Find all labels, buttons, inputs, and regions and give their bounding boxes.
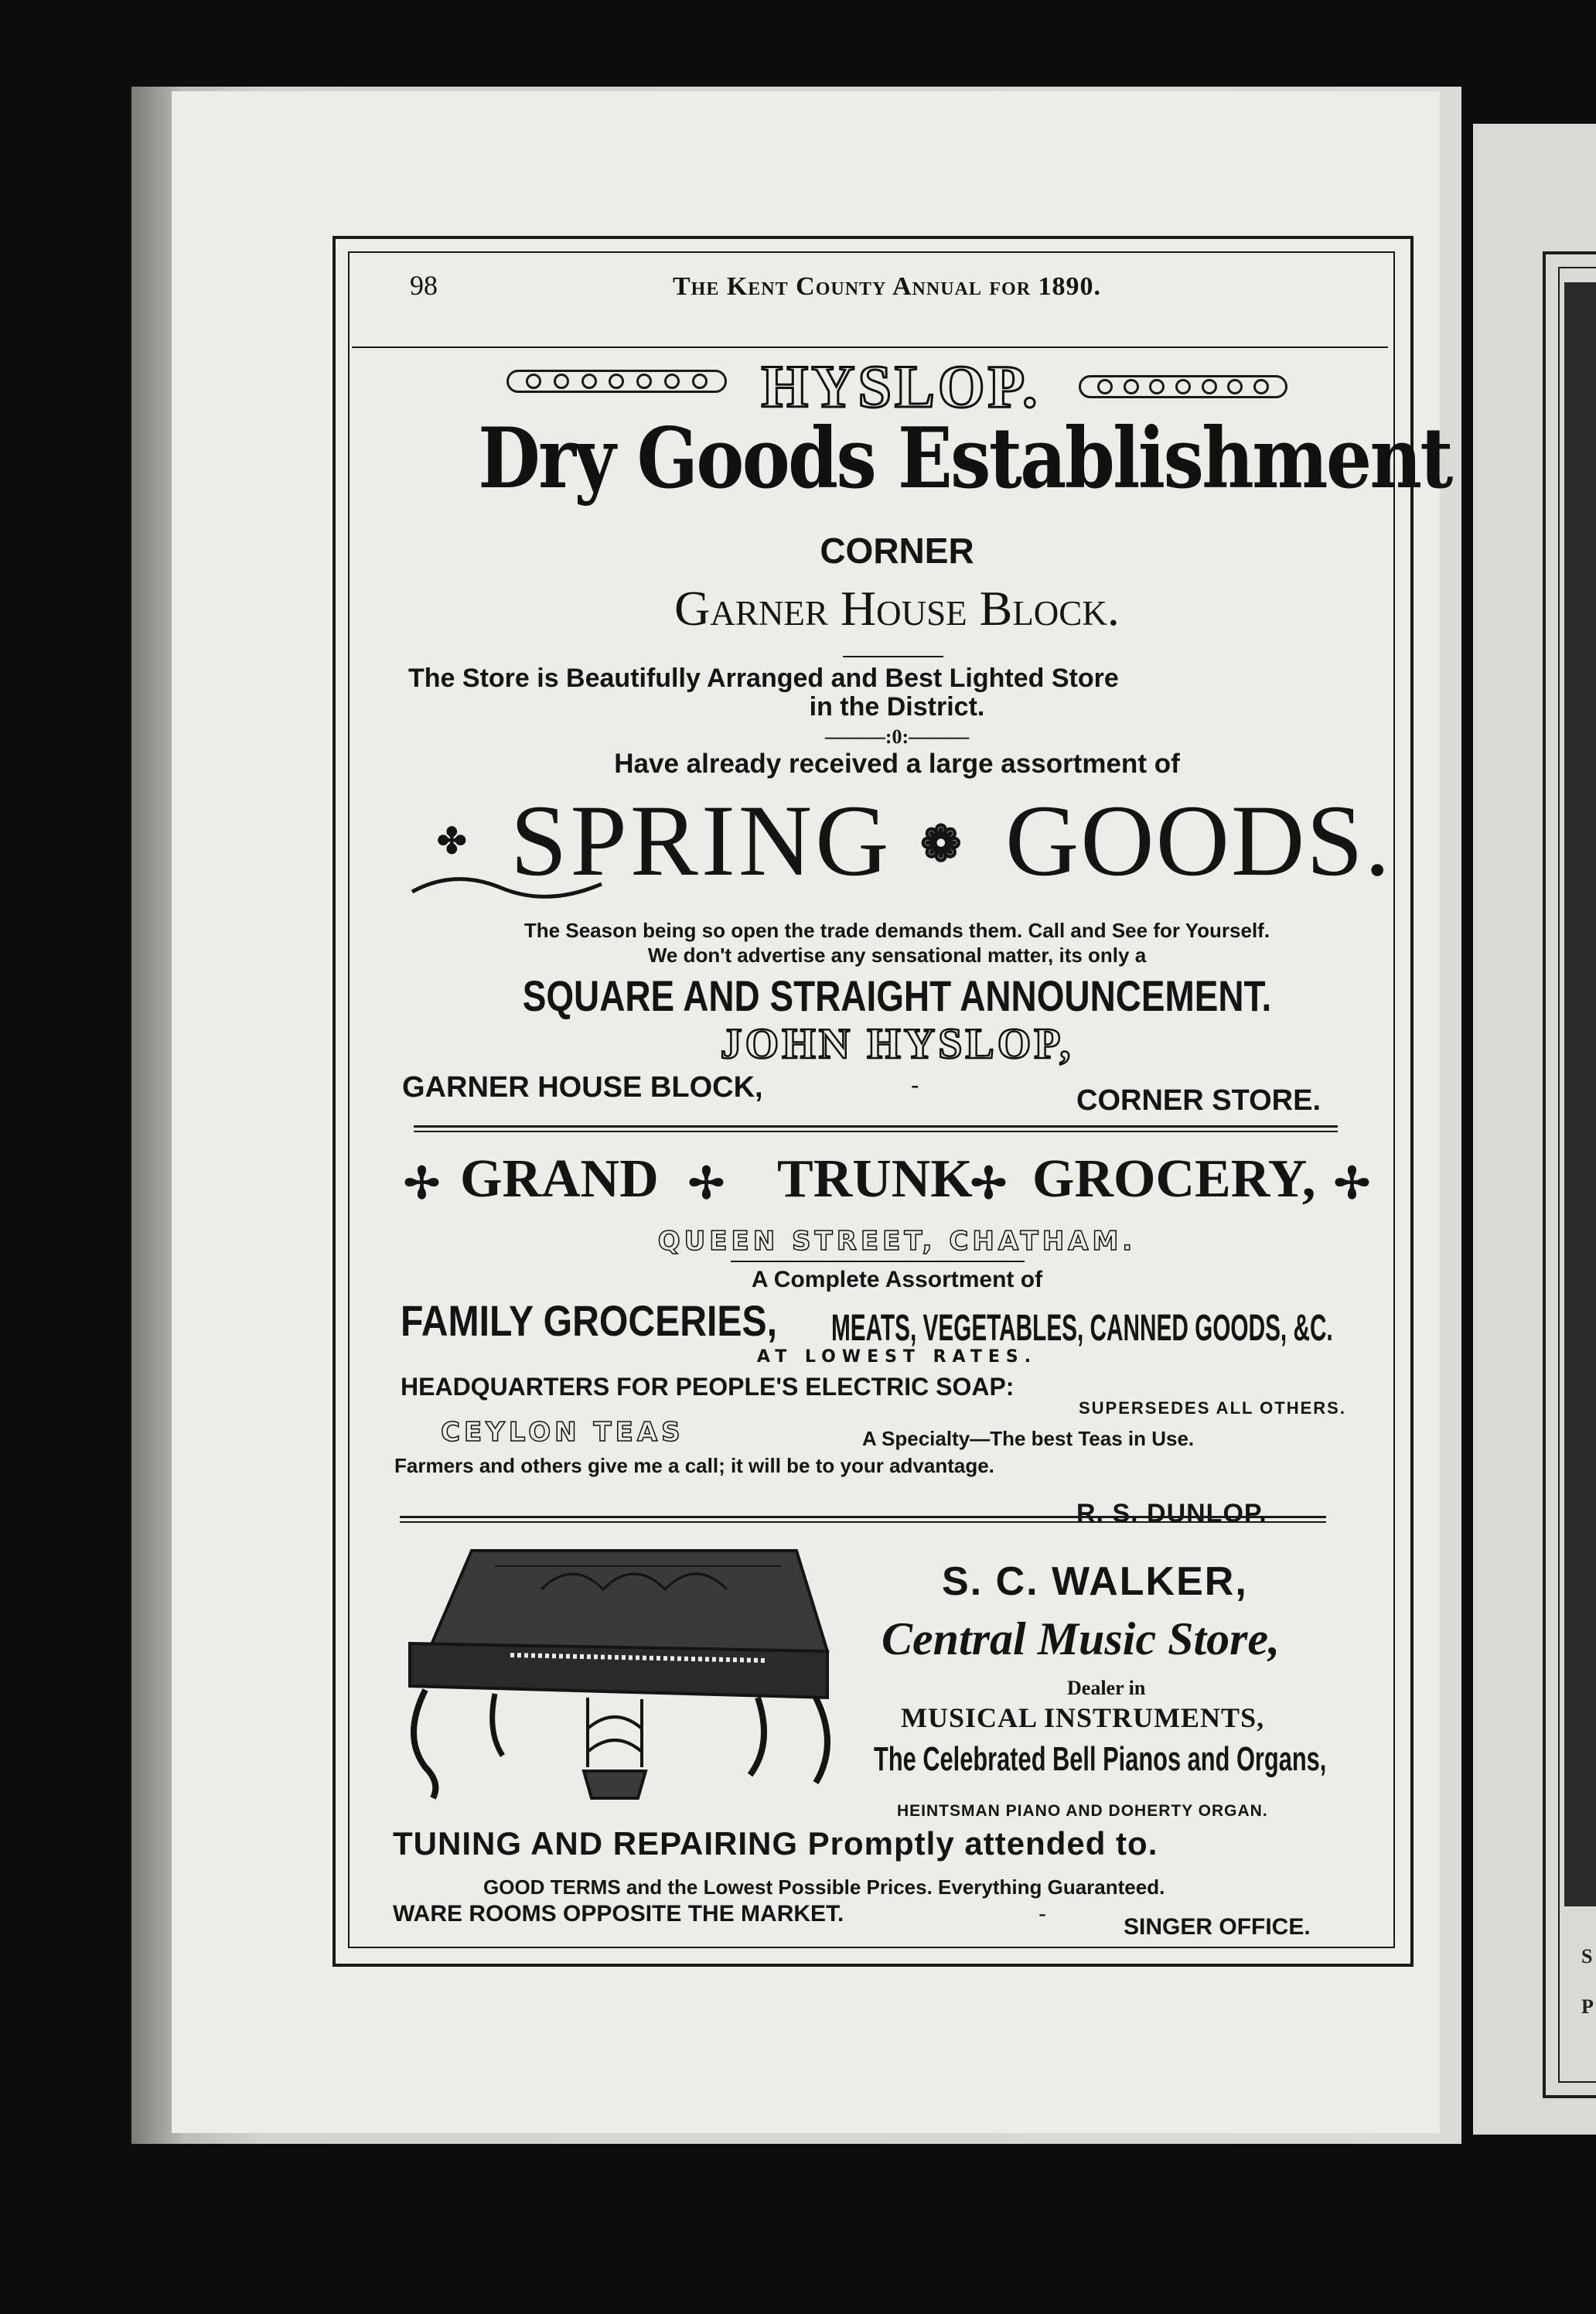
cross-ornament-icon: ✢ [404, 1160, 440, 1208]
facing-page [1473, 124, 1596, 2135]
proprietor-dunlop: R. S. DUNLOP. [1076, 1499, 1267, 1528]
celebrated-pianos: The Celebrated Bell Pianos and Organs, [874, 1740, 1327, 1778]
running-title: The Kent County Annual for 1890. [673, 272, 1102, 301]
hyslop-title: HYSLOP. [761, 353, 1041, 420]
sensational-text: We don't advertise any sensational matter, its only a [647, 944, 1147, 967]
ceylon-teas: CEYLON TEAS [441, 1417, 684, 1448]
received-text: Have already received a large assortment of [614, 749, 1180, 779]
separator: ———:0:——— [824, 725, 970, 748]
lowest-rates: AT LOWEST RATES. [756, 1347, 1038, 1367]
ornament-bar-left [506, 370, 727, 393]
piano-brands: HEINTSMAN PIANO AND DOHERTY ORGAN. [897, 1802, 1268, 1820]
meats-line: MEATS, VEGETABLES, CANNED GOODS, &C. [831, 1308, 1333, 1349]
short-rule [843, 656, 943, 657]
proprietor-hyslop: JOHN HYSLOP, [720, 1020, 1074, 1068]
season-text: The Season being so open the trade demands them. Call and See for Yourself. [523, 919, 1270, 942]
central-music-store: Central Music Store, [882, 1613, 1281, 1664]
header-rule [352, 346, 1388, 348]
store-location: Garner House Block. [674, 581, 1120, 636]
section-divider [414, 1125, 1338, 1132]
announcement: SQUARE AND STRAIGHT ANNOUNCEMENT. [522, 971, 1272, 1020]
specialty: A Specialty—The best Teas in Use. [862, 1427, 1195, 1450]
grocery-word: GROCERY, [1032, 1149, 1316, 1209]
store-description-cont: in the District. [809, 692, 985, 722]
address-right: CORNER STORE. [1076, 1084, 1321, 1117]
facing-page-illustration [1564, 282, 1596, 1906]
facing-page-fragment: P [1581, 1995, 1594, 2018]
ware-dash: - [1038, 1901, 1046, 1927]
cross-ornament-icon: ✢ [1334, 1160, 1370, 1208]
ware-rooms: WARE ROOMS OPPOSITE THE MARKET. [393, 1901, 844, 1927]
grand-word: GRAND [460, 1149, 659, 1209]
trunk-word: TRUNK [777, 1149, 973, 1209]
section-divider [400, 1516, 1326, 1523]
complete-assortment: A Complete Assortment of [751, 1267, 1043, 1292]
musical-instruments: MUSICAL INSTRUMENTS, [901, 1702, 1265, 1733]
headquarters: HEADQUARTERS FOR PEOPLE'S ELECTRIC SOAP: [401, 1373, 1015, 1401]
supersedes: SUPERSEDES ALL OTHERS. [1079, 1398, 1346, 1418]
piano-illustration [394, 1535, 843, 1814]
store-description: The Store is Beautifully Arranged and Best Lighted Store [408, 664, 1119, 693]
spring-text: SPRING [510, 783, 892, 897]
cross-ornament-icon: ✢ [688, 1160, 725, 1208]
singer-office: SINGER OFFICE. [1124, 1914, 1311, 1940]
short-rule [731, 1261, 1025, 1262]
family-groceries: FAMILY GROCERIES, [401, 1296, 778, 1345]
corner-label: CORNER [820, 531, 974, 571]
dealer-in: Dealer in [1067, 1677, 1146, 1699]
walker-name: S. C. WALKER, [942, 1559, 1248, 1604]
address-left: GARNER HOUSE BLOCK, [402, 1071, 763, 1104]
dry-goods-heading: Dry Goods Establishment [478, 410, 1451, 507]
street-address: QUEEN STREET, CHATHAM. [657, 1226, 1137, 1257]
farmers-note: Farmers and others give me a call; it will be to your advantage. [394, 1454, 994, 1477]
ornament-bar-right [1079, 375, 1287, 398]
tuning-repairing: TUNING AND REPAIRING Promptly attended to. [393, 1825, 1158, 1862]
goods-text: GOODS. [1005, 783, 1392, 897]
flourish-icon: ✤ [437, 821, 467, 861]
cross-ornament-icon: ✢ [970, 1160, 1007, 1208]
address-dash: - [911, 1071, 919, 1099]
facing-page-fragment: S [1581, 1945, 1593, 1968]
page-number: 98 [410, 270, 438, 301]
good-terms: GOOD TERMS and the Lowest Possible Prices. Everything Guaranteed. [483, 1875, 1165, 1899]
floral-ornament-icon: ❁ [920, 817, 962, 872]
